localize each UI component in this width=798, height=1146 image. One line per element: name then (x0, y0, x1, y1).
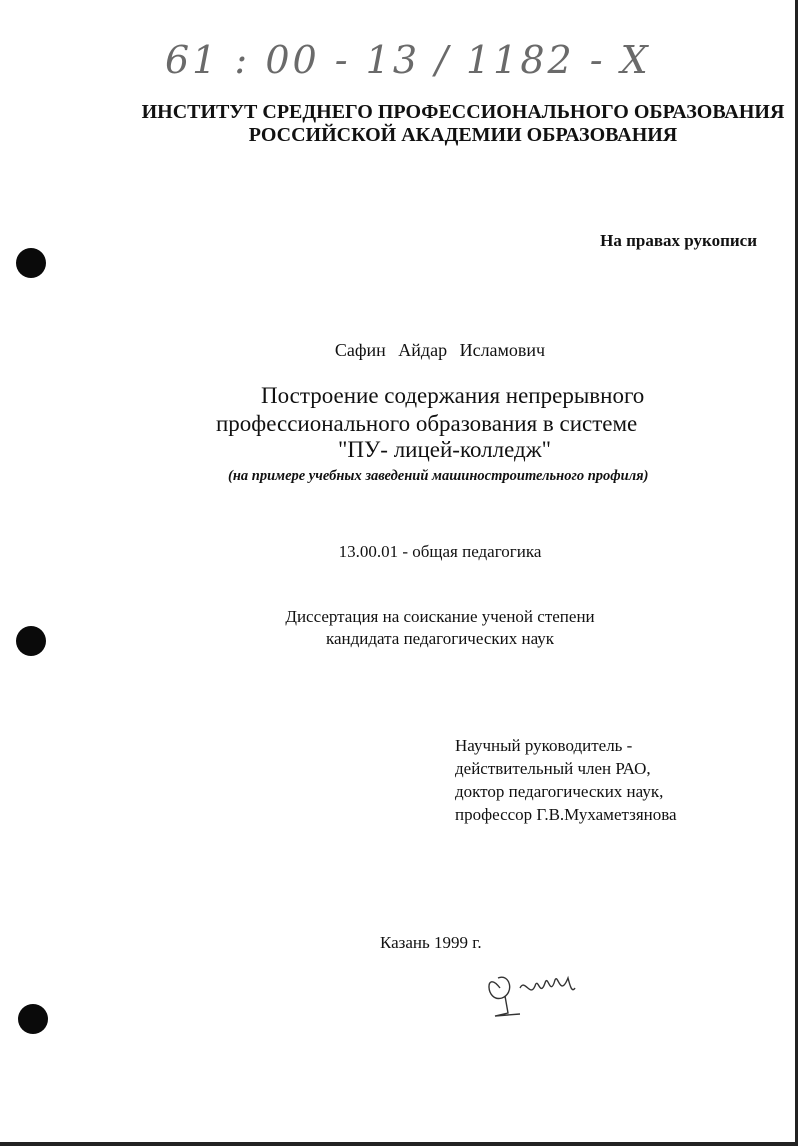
dissertation-line-2: кандидата педагогических наук (325, 629, 555, 648)
advisor-line-2: действительный член РАО, (455, 759, 651, 778)
signature (480, 958, 590, 1023)
subtitle: (на примере учебных заведений машиностроительного профиля) (228, 468, 649, 484)
author-name: Сафин Айдар Исламович (334, 340, 546, 360)
title-line-2: профессионального образования в системе (216, 411, 638, 436)
institute-line-2: РОССИЙСКОЙ АКАДЕМИИ ОБРАЗОВАНИЯ (248, 124, 678, 146)
advisor-line-4: профессор Г.В.Мухаметзянова (455, 805, 677, 824)
handwritten-archive-code: 61 : 00 - 13 / 1182 - X (165, 38, 651, 82)
specialty: 13.00.01 - общая педагогика (338, 542, 542, 561)
punch-hole (16, 248, 46, 278)
manuscript-rights: На правах рукописи (600, 231, 757, 250)
advisor-line-3: доктор педагогических наук, (455, 782, 664, 801)
institute-line-1: ИНСТИТУТ СРЕДНЕГО ПРОФЕССИОНАЛЬНОГО ОБРАЗОВАНИЯ (141, 101, 785, 123)
city-year: Казань 1999 г. (380, 933, 482, 952)
punch-hole (16, 626, 46, 656)
advisor-line-1: Научный руководитель - (455, 736, 633, 755)
scan-edge-bottom (0, 1142, 798, 1146)
title-line-3: "ПУ- лицей-колледж" (338, 437, 552, 462)
title-line-1: Построение содержания непрерывного (261, 383, 645, 408)
dissertation-line-1: Диссертация на соискание ученой степени (285, 607, 595, 626)
punch-hole (18, 1004, 48, 1034)
